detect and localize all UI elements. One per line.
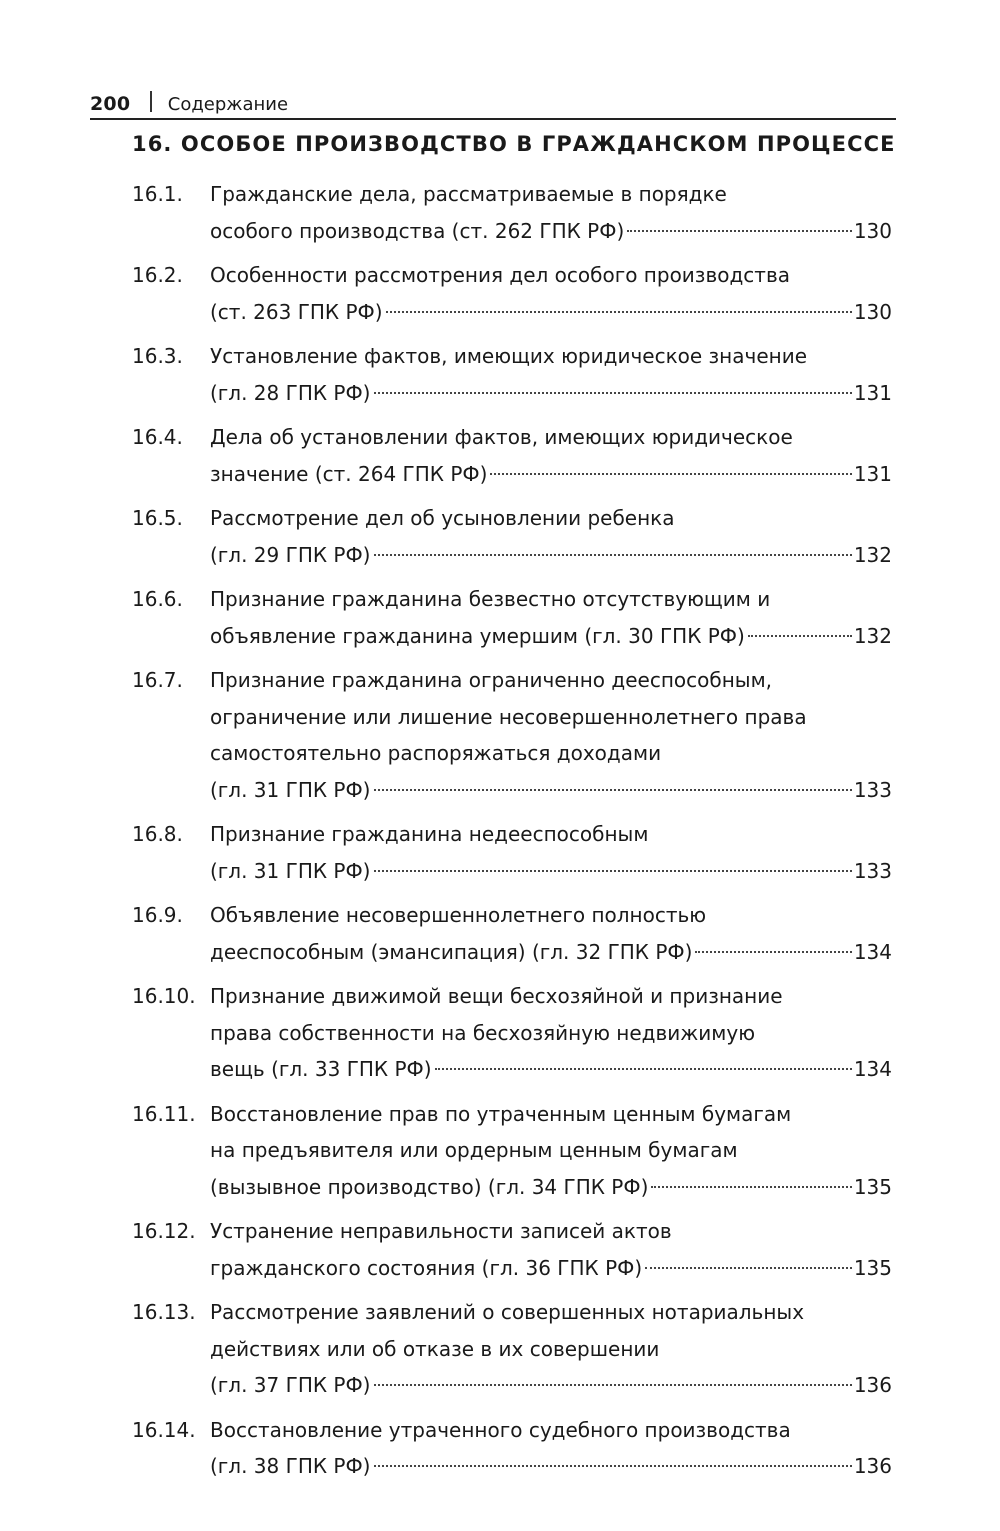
toc-entry-final-line	[210, 1448, 892, 1485]
toc-entry-final-line	[210, 853, 892, 890]
toc-entry-title-line: дееспособным (эмансипация) (гл. 32 ГПК РФ)	[210, 939, 693, 964]
toc-entry-title-line: Дела об установлении фактов, имеющих юридическое	[210, 425, 793, 449]
toc-entry	[132, 176, 892, 249]
toc-entry-title-line: (гл. 29 ГПК РФ)	[210, 542, 371, 567]
toc-entry-final-line	[210, 456, 892, 493]
toc-entry-body	[210, 1213, 892, 1286]
toc-entry-title-line: значение (ст. 264 ГПК РФ)	[210, 461, 488, 486]
toc-entry-body	[210, 257, 892, 330]
toc-entry-title-line: Признание гражданина безвестно отсутствующим и	[210, 587, 771, 611]
toc-entry-title-line: Признание гражданина ограниченно дееспособным,	[210, 668, 773, 692]
toc-page-number: 132	[853, 542, 892, 567]
toc-entry-title-line: вещь (гл. 33 ГПК РФ)	[210, 1057, 432, 1081]
toc-entry	[132, 500, 892, 573]
toc-entry	[132, 816, 892, 889]
toc-entry	[132, 897, 892, 970]
toc-entry-title-line: Гражданские дела, рассматриваемые в порядке	[210, 182, 727, 206]
toc-entry-body	[210, 1294, 892, 1404]
toc-page-number: 135	[853, 1174, 892, 1199]
toc-page-number: 136	[853, 1373, 892, 1397]
toc-entry-title-line: Признание гражданина недееспособным	[210, 822, 649, 846]
toc-entry	[132, 978, 892, 1088]
toc-page-number: 130	[853, 218, 892, 243]
toc-entry-body	[210, 500, 892, 573]
dot-leader	[435, 1068, 852, 1070]
toc-entry-title-line: (ст. 263 ГПК РФ)	[210, 299, 383, 324]
toc-page-number: 136	[853, 1454, 892, 1478]
toc-entry-title-line: Установление фактов, имеющих юридическое значение	[210, 344, 808, 368]
dot-leader	[374, 870, 852, 872]
toc-entry-number: 16.7.	[132, 668, 183, 692]
toc-entry-body	[210, 338, 892, 411]
toc-entry-title-line: Восстановление прав по утраченным ценным бумагам	[210, 1101, 792, 1126]
toc-entry-body	[210, 419, 892, 492]
toc-entry-number: 16.10.	[132, 984, 196, 1008]
dot-leader	[645, 1267, 852, 1269]
toc-entry-title-line: (гл. 37 ГПК РФ)	[210, 1373, 371, 1397]
dot-leader	[374, 1465, 852, 1467]
toc-page-number: 134	[853, 1057, 892, 1081]
toc-entry-body	[210, 662, 892, 808]
toc-entry	[132, 662, 892, 808]
dot-leader	[374, 554, 852, 556]
running-head-title: Содержание	[167, 94, 289, 115]
dot-leader	[374, 789, 852, 791]
toc-entry-number: 16.3.	[132, 344, 183, 368]
page-number: 200	[90, 93, 131, 115]
toc-entry-title-line: Особенности рассмотрения дел особого производства	[210, 263, 790, 287]
toc-entry-final-line	[210, 294, 892, 331]
toc-entry-final-line	[210, 213, 892, 250]
toc-entry-number: 16.11.	[132, 1101, 196, 1126]
toc-entry-title-line: (гл. 31 ГПК РФ)	[210, 777, 371, 802]
toc-entry-title-line: Устранение неправильности записей актов	[210, 1219, 672, 1243]
toc-entry-title-line: (гл. 31 ГПК РФ)	[210, 858, 371, 883]
dot-leader	[374, 1384, 852, 1386]
dot-leader	[386, 311, 852, 313]
dot-leader	[490, 473, 851, 475]
toc-entry-title-line: ограничение или лишение несовершеннолетнего права	[210, 704, 807, 729]
dot-leader	[651, 1186, 851, 1188]
toc-entry-title-line: Рассмотрение дел об усыновлении ребенка	[210, 506, 675, 530]
dot-leader	[374, 392, 852, 394]
toc-entry-body	[210, 1096, 892, 1206]
toc-entry-body	[210, 816, 892, 889]
toc-entry-title-line: самостоятельно распоряжаться доходами	[210, 741, 662, 765]
chapter-title: 16. ОСОБОЕ ПРОИЗВОДСТВО В ГРАЖДАНСКОМ ПРОЦЕССЕ	[132, 132, 896, 156]
toc-page-number: 131	[853, 380, 892, 405]
toc-page-number: 135	[853, 1255, 892, 1280]
dot-leader	[695, 951, 851, 953]
toc-entry-number: 16.1.	[132, 182, 183, 206]
toc-entry-title-line: гражданского состояния (гл. 36 ГПК РФ)	[210, 1255, 643, 1280]
toc-entry-title-line: права собственности на бесхозяйную недвижимую	[210, 1020, 756, 1045]
toc-entry-number: 16.5.	[132, 506, 183, 530]
toc-entry-body	[210, 897, 892, 970]
toc-page-number: 130	[853, 299, 892, 324]
toc-entry-title-line: Объявление несовершеннолетнего полностью	[210, 903, 707, 927]
toc-entry-title-line: Восстановление утраченного судебного производства	[210, 1417, 791, 1442]
toc-page-number: 134	[853, 939, 892, 964]
toc-entry-number: 16.4.	[132, 425, 183, 449]
toc-page-number: 131	[853, 461, 892, 486]
toc-entry	[132, 257, 892, 330]
toc-entry-final-line	[210, 1051, 892, 1088]
toc-entry-final-line	[210, 772, 892, 809]
toc-entry-number: 16.13.	[132, 1300, 196, 1324]
toc-entry-final-line	[210, 934, 892, 971]
toc-entry-final-line	[210, 537, 892, 574]
toc-entry-title-line: Признание движимой вещи бесхозяйной и признание	[210, 984, 783, 1008]
header-rule	[90, 118, 896, 120]
toc-entry	[132, 581, 892, 654]
header-separator	[150, 91, 152, 112]
running-head	[90, 83, 896, 115]
toc-entry-title-line: действиях или об отказе в их совершении	[210, 1336, 660, 1361]
toc-page-number: 133	[853, 777, 892, 802]
toc-entry-title-line: Рассмотрение заявлений о совершенных нотариальных	[210, 1300, 805, 1324]
toc-entry-final-line	[210, 1169, 892, 1206]
toc-entry	[132, 338, 892, 411]
toc-entry	[132, 419, 892, 492]
toc-page-number: 132	[853, 623, 892, 648]
toc-entry-final-line	[210, 375, 892, 412]
toc-entry-title-line: (гл. 28 ГПК РФ)	[210, 380, 371, 405]
toc-entry-title-line: (вызывное производство) (гл. 34 ГПК РФ)	[210, 1174, 649, 1199]
toc-entry-final-line	[210, 1367, 892, 1404]
toc-entry-number: 16.12.	[132, 1219, 196, 1243]
toc-entry-title-line: объявление гражданина умершим (гл. 30 ГПК РФ)	[210, 623, 745, 648]
toc-entry-final-line	[210, 618, 892, 655]
toc-entry	[132, 1096, 892, 1206]
toc-entry-number: 16.2.	[132, 263, 183, 287]
toc-entry	[132, 1213, 892, 1286]
dot-leader	[627, 230, 852, 232]
table-of-contents	[132, 176, 892, 1493]
toc-entry	[132, 1412, 892, 1485]
toc-entry-title-line: (гл. 38 ГПК РФ)	[210, 1454, 371, 1478]
toc-entry-title-line: особого производства (ст. 262 ГПК РФ)	[210, 218, 625, 243]
toc-entry-number: 16.6.	[132, 587, 183, 611]
toc-entry-number: 16.14.	[132, 1417, 196, 1442]
toc-entry-final-line	[210, 1250, 892, 1287]
dot-leader	[748, 635, 852, 637]
toc-entry-title-line: на предъявителя или ордерным ценным бумагам	[210, 1138, 738, 1162]
toc-page-number: 133	[853, 858, 892, 883]
toc-entry-body	[210, 978, 892, 1088]
toc-entry-number: 16.9.	[132, 903, 183, 927]
toc-entry-body	[210, 1412, 892, 1485]
toc-entry-body	[210, 176, 892, 249]
toc-entry	[132, 1294, 892, 1404]
toc-entry-body	[210, 581, 892, 654]
toc-entry-number: 16.8.	[132, 822, 183, 846]
